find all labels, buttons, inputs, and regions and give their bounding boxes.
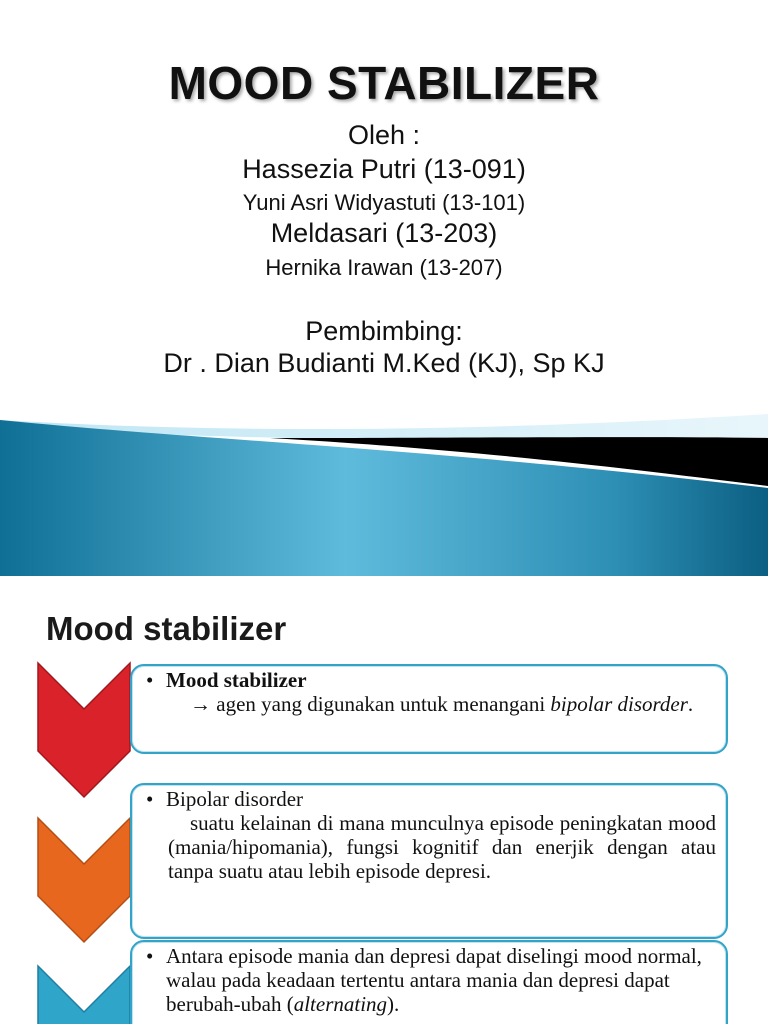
bullet-body: suatu kelainan di mana munculnya episode peningkatan mood (mania/hipomania), fungsi kognitif dan enerjik dengan atau tanpa suatu atau lebih episode depresi. [168,811,716,883]
bullet-text: • Antara episode mania dan depresi dapat diselingi mood normal, walau pada keadaan tertentu antara mania dan depresi dapat berubah-ubah (alternating). [146,944,702,1016]
author-1: Hassezia Putri (13-091) [242,154,526,184]
bullet-heading: • Bipolar disorder [146,787,304,811]
content-box-1 [130,664,728,754]
content-slide [0,576,768,1024]
content-box-2 [130,783,728,939]
pembimbing-name: Dr . Dian Budianti M.Ked (KJ), Sp KJ [163,348,605,378]
content-box-3 [130,940,728,1024]
bullet-heading: • Mood stabilizer [146,668,307,692]
author-4: Hernika Irawan (13-207) [265,255,503,280]
bullet-body: → agen yang digunakan untuk menangani bipolar disorder. [190,692,694,716]
pembimbing-label: Pembimbing: [305,316,463,346]
author-3: Meldasari (13-203) [270,218,498,248]
slide-title: MOOD STABILIZER [168,57,600,109]
slide-title: Mood stabilizer [46,610,287,647]
oleh-label: Oleh : [347,120,421,150]
author-2: Yuni Asri Widyastuti (13-101) [242,190,526,215]
orange-chevron-icon [36,816,132,946]
teal-chevron-icon [36,964,132,1024]
red-chevron-icon [36,661,132,801]
